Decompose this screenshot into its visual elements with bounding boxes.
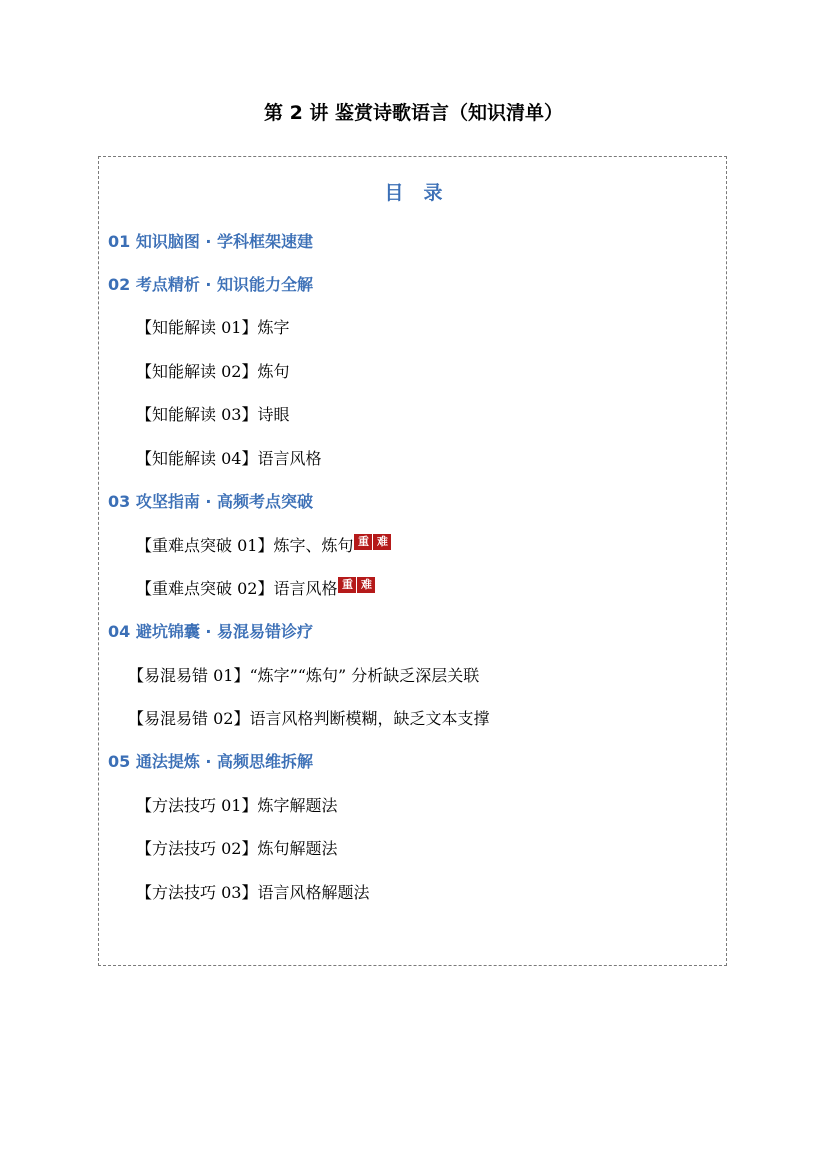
toc-section-mindmap[interactable]: 01 知识脑图 · 学科框架速建	[108, 232, 314, 251]
toc-item-pitfall-01[interactable]: 【易混易错 01】“炼字”“炼句” 分析缺乏深层关联	[128, 666, 480, 685]
key-point-badge: 重	[338, 577, 356, 593]
toc-section-methods[interactable]: 05 通法提炼 · 高频思维拆解	[108, 752, 314, 771]
key-point-badge: 重	[354, 534, 372, 550]
toc-section-breakthrough[interactable]: 03 攻坚指南 · 高频考点突破	[108, 492, 314, 511]
toc-heading: 目录	[384, 182, 463, 204]
toc-section-pitfalls[interactable]: 04 避坑锦囊 · 易混易错诊疗	[108, 622, 314, 641]
toc-item-shiyan[interactable]: 【知能解读 03】诗眼	[136, 405, 290, 424]
toc-item-method-03[interactable]: 【方法技巧 03】语言风格解题法	[136, 883, 370, 902]
toc-item-lianju[interactable]: 【知能解读 02】炼句	[136, 362, 290, 381]
toc-item-language-style[interactable]: 【知能解读 04】语言风格	[136, 449, 322, 468]
toc-item-method-01[interactable]: 【方法技巧 01】炼字解题法	[136, 796, 338, 815]
toc-item-method-02[interactable]: 【方法技巧 02】炼句解题法	[136, 839, 338, 858]
toc-item-pitfall-02[interactable]: 【易混易错 02】语言风格判断模糊，缺乏文本支撑	[128, 709, 490, 728]
toc-item-text: 【重难点突破 01】炼字、炼句	[136, 536, 354, 555]
toc-item-text: 【重难点突破 02】语言风格	[136, 579, 338, 598]
difficult-point-badge: 难	[357, 577, 375, 593]
toc-item-breakthrough-01[interactable]	[136, 534, 391, 558]
toc-section-key-points[interactable]: 02 考点精析 · 知识能力全解	[108, 275, 314, 294]
toc-item-lianzi[interactable]: 【知能解读 01】炼字	[136, 318, 290, 337]
toc-item-breakthrough-02[interactable]	[136, 577, 375, 601]
document-title: 第 2 讲 鉴赏诗歌语言（知识清单）	[263, 102, 564, 124]
difficult-point-badge: 难	[373, 534, 391, 550]
